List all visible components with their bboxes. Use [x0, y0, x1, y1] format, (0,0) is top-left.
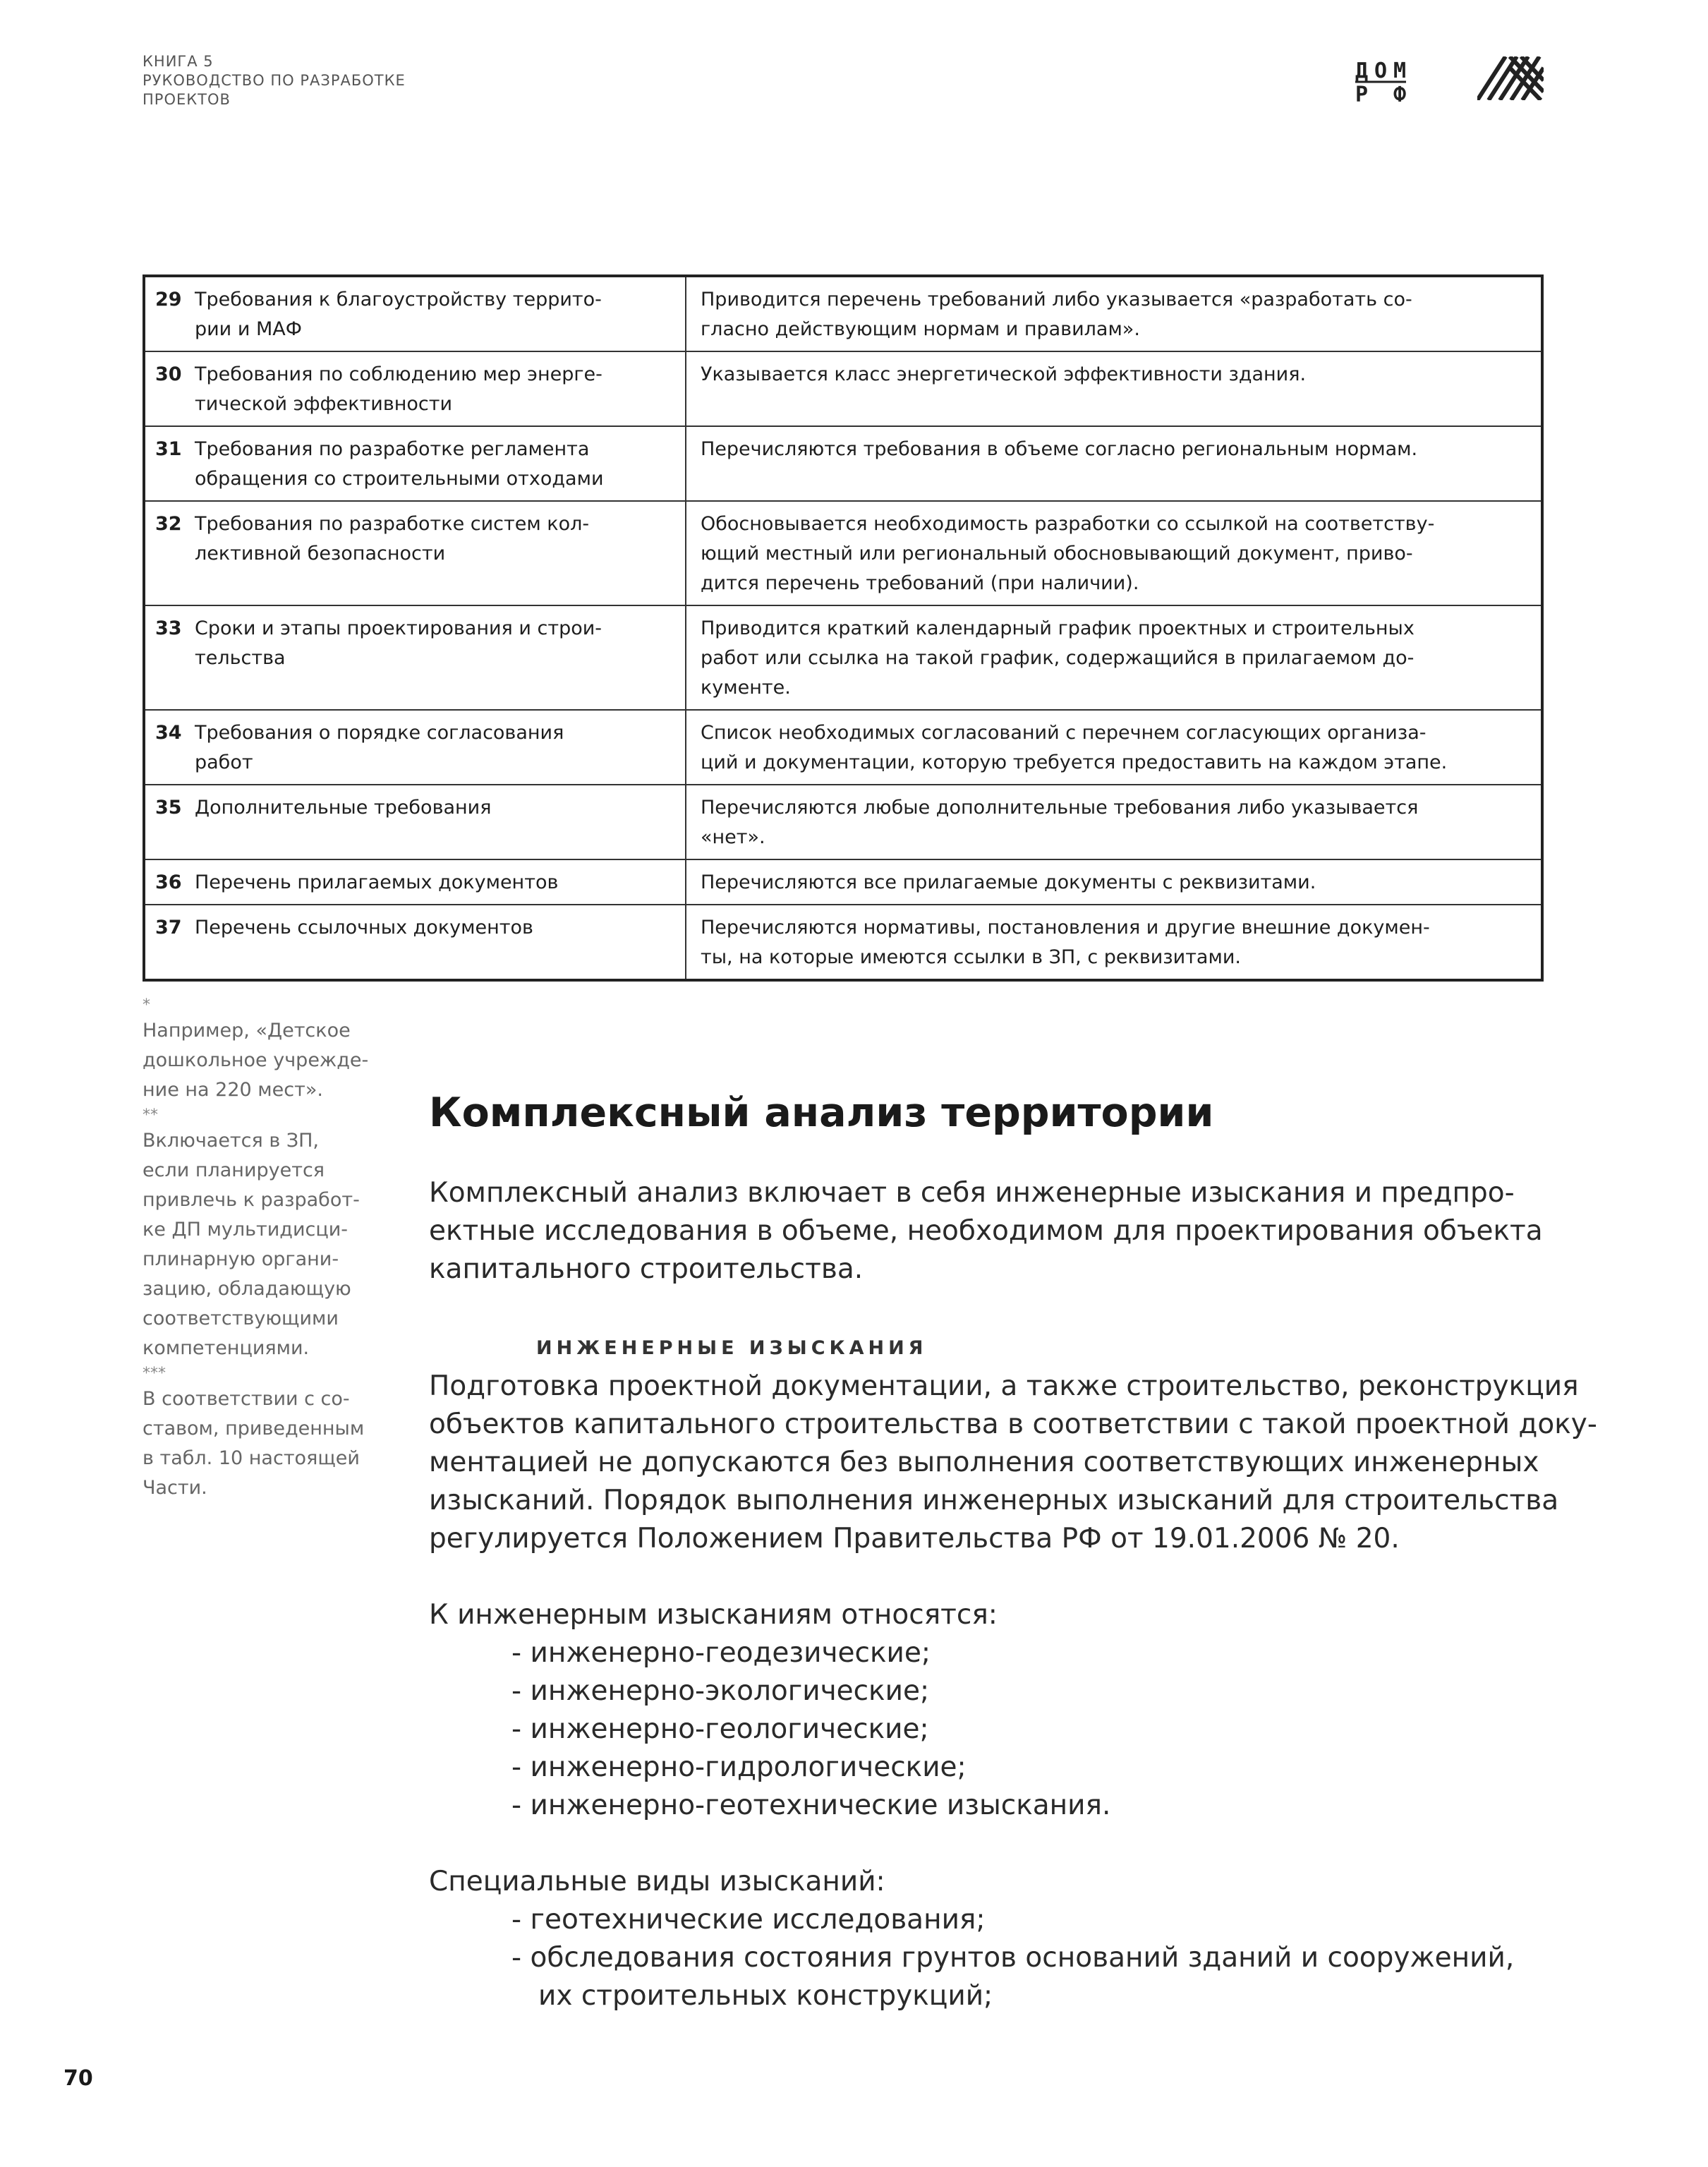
page-number: 70: [63, 2066, 93, 2091]
requirement-text: Сроки и этапы проектирования и строи-: [195, 617, 602, 639]
logo-text-top: ДОМ: [1355, 59, 1406, 83]
list-item: - инженерно-гидрологические;: [511, 1751, 967, 1783]
footnote-line: Включается в ЗП,: [143, 1130, 320, 1152]
row-number: 37: [155, 917, 182, 938]
description-text: гласно действующим нормам и правилам».: [701, 318, 1140, 340]
text-line: изысканий. Порядок выполнения инженерных изысканий для строительства: [429, 1485, 1559, 1516]
description-text: Приводится перечень требований либо указывается «разработать со-: [701, 289, 1412, 310]
description-text: Перечисляются нормативы, постановления и другие внешние докумен-: [701, 917, 1430, 938]
footnote-marker: *: [143, 996, 150, 1014]
row-number: 34: [155, 722, 182, 744]
list-intro: Специальные виды изысканий:: [429, 1866, 885, 1897]
logo-text-bottom: РФ: [1355, 83, 1406, 106]
description-text: Перечисляются любые дополнительные требования либо указывается: [701, 797, 1419, 819]
requirement-text: Перечень ссылочных документов: [195, 917, 533, 938]
footnote-marker: **: [143, 1106, 158, 1124]
row-number: 29: [155, 289, 182, 310]
footnote-line: в табл. 10 настоящей: [143, 1447, 360, 1469]
footnote-line: ке ДП мультидисци-: [143, 1219, 349, 1241]
description-text: ющий местный или региональный обосновывающий документ, приво-: [701, 543, 1413, 565]
text-line: регулируется Положением Правительства РФ от 19.01.2006 № 20.: [429, 1523, 1400, 1555]
list-item: - обследования состояния грунтов оснований зданий и сооружений,: [511, 1942, 1515, 1974]
description-text: Перечисляются требования в объеме согласно региональным нормам.: [701, 438, 1418, 460]
requirement-text: Дополнительные требования: [195, 797, 492, 819]
header-line: КНИГА 5: [143, 53, 214, 70]
footnote-line: соответствующими: [143, 1308, 339, 1329]
description-text: Перечисляются все прилагаемые документы с реквизитами.: [701, 871, 1316, 893]
header-line: РУКОВОДСТВО ПО РАЗРАБОТКЕ: [143, 72, 406, 89]
table-row: [144, 859, 1542, 905]
requirement-text: Требования по разработке систем кол-: [195, 513, 590, 535]
footnote-line: ние на 220 мест».: [143, 1079, 323, 1101]
table-row: [144, 785, 1542, 859]
description-text: Список необходимых согласований с перечнем согласующих организа-: [701, 722, 1427, 744]
list-item: их строительных конструкций;: [538, 1980, 993, 2012]
row-number: 35: [155, 797, 182, 819]
text-line: ектные исследования в объеме, необходимом для проектирования объекта: [429, 1215, 1543, 1247]
requirement-text: лективной безопасности: [195, 543, 446, 565]
requirement-text: Требования по соблюдению мер энерге-: [195, 363, 602, 385]
requirement-text: обращения со строительными отходами: [195, 468, 604, 490]
list-item: - инженерно-геотехнические изыскания.: [511, 1789, 1111, 1821]
footnote-line: Части.: [143, 1477, 207, 1499]
table-row: [144, 426, 1542, 501]
footnote-line: зацию, обладающую: [143, 1278, 351, 1300]
requirement-text: рии и МАФ: [195, 318, 302, 340]
footnote-marker: ***: [143, 1365, 166, 1382]
running-header: [143, 52, 406, 109]
row-number: 30: [155, 363, 182, 385]
footnote-line: привлечь к разработ-: [143, 1189, 360, 1211]
description-text: ты, на которые имеются ссылки в ЗП, с реквизитами.: [701, 946, 1241, 968]
description-text: кументе.: [701, 677, 791, 699]
text-line: объектов капитального строительства в соответствии с такой проектной доку-: [429, 1408, 1597, 1440]
footnotes-sidebar: [143, 995, 411, 1503]
list-item: - инженерно-геодезические;: [511, 1637, 931, 1669]
list-item: - инженерно-экологические;: [511, 1675, 930, 1707]
description-text: дится перечень требований (при наличии).: [701, 572, 1139, 594]
requirements-table: [143, 274, 1544, 982]
requirement-text: Требования по разработке регламента: [195, 438, 590, 460]
list-intro: К инженерным изысканиям относятся:: [429, 1599, 998, 1631]
table-row: [144, 351, 1542, 426]
requirement-text: тической эффективности: [195, 393, 453, 415]
special-surveys-list: [511, 1901, 1633, 2015]
subheading: ИНЖЕНЕРНЫЕ ИЗЫСКАНИЯ: [536, 1337, 928, 1359]
table-row: [144, 501, 1542, 605]
text-line: Комплексный анализ включает в себя инженерные изыскания и предпро-: [429, 1177, 1515, 1209]
list-item: - инженерно-геологические;: [511, 1713, 929, 1745]
header-line: ПРОЕКТОВ: [143, 91, 231, 108]
footnote-line: если планируется: [143, 1159, 325, 1181]
description-text: Указывается класс энергетической эффективности здания.: [701, 363, 1307, 385]
row-number: 36: [155, 871, 182, 893]
list-item: - геотехнические исследования;: [511, 1904, 986, 1936]
footnote-line: В соответствии с со-: [143, 1388, 350, 1410]
dom-rf-logo: [1353, 56, 1408, 106]
description-text: Приводится краткий календарный график проектных и строительных: [701, 617, 1415, 639]
description-text: «нет».: [701, 826, 765, 848]
requirement-text: Требования к благоустройству террито-: [195, 289, 602, 310]
section-title: Комплексный анализ территории: [429, 1089, 1214, 1136]
surveys-list: [511, 1634, 1633, 1825]
requirement-text: работ: [195, 751, 253, 773]
table-row: [144, 605, 1542, 710]
row-number: 33: [155, 617, 182, 639]
footnote-line: Например, «Детское: [143, 1020, 351, 1042]
table-row: [144, 905, 1542, 980]
description-text: работ или ссылка на такой график, содержащийся в прилагаемом до-: [701, 647, 1415, 669]
requirement-text: Требования о порядке согласования: [195, 722, 564, 744]
footnote-line: ставом, приведенным: [143, 1418, 365, 1439]
description-text: ций и документации, которую требуется предоставить на каждом этапе.: [701, 751, 1448, 773]
text-line: капитального строительства.: [429, 1253, 864, 1285]
text-line: ментацией не допускаются без выполнения соответствующих инженерных: [429, 1447, 1539, 1478]
table-row: [144, 710, 1542, 785]
hatch-logo-icon: [1477, 56, 1544, 100]
requirement-text: тельства: [195, 647, 286, 669]
requirement-text: Перечень прилагаемых документов: [195, 871, 559, 893]
text-line: Подготовка проектной документации, а также строительство, реконструкция: [429, 1370, 1579, 1402]
footnote-line: плинарную органи-: [143, 1248, 339, 1270]
row-number: 32: [155, 513, 182, 535]
footnote-line: компетенциями.: [143, 1337, 310, 1359]
table-row: [144, 276, 1542, 351]
paragraph: [429, 1368, 1597, 1558]
description-text: Обосновывается необходимость разработки со ссылкой на соответству-: [701, 513, 1435, 535]
intro-paragraph: [429, 1174, 1551, 1288]
footnote-line: дошкольное учрежде-: [143, 1049, 369, 1071]
row-number: 31: [155, 438, 182, 460]
